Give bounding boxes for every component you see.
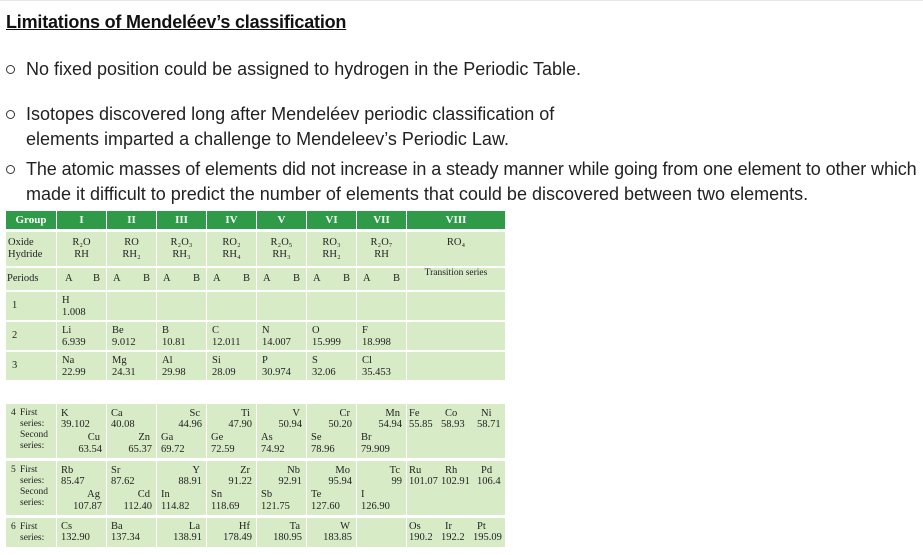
element-symbol: Se (311, 432, 322, 443)
oxide-hydride-cell (107, 232, 156, 266)
bullet-text-cont: elements imparted a challenge to Mendeleev’s Periodic Law. (26, 129, 509, 149)
element-symbol: Cr (339, 408, 350, 419)
atomic-mass: 126.90 (361, 501, 390, 512)
element-symbol: Sb (261, 489, 273, 500)
element-cell (57, 518, 106, 547)
oxide-hydride-cell (407, 232, 505, 266)
element-cell (257, 322, 306, 350)
ab-cell (57, 268, 106, 290)
element-cell (257, 292, 306, 320)
atomic-mass: 58.93 (441, 419, 465, 430)
atomic-mass: 183.85 (323, 532, 352, 543)
element-symbol: P (262, 355, 268, 366)
atomic-mass: 112.40 (123, 501, 152, 512)
sub-b: B (392, 273, 400, 284)
element-cell (357, 518, 406, 547)
element-symbol: Ba (111, 521, 123, 532)
sub-a: A (65, 273, 73, 284)
oxide-formula: RO (124, 237, 139, 248)
bullet-marker (6, 165, 15, 174)
hydride-formula: RH₃ (172, 249, 191, 260)
oxide-formula: R₂O (72, 237, 91, 248)
group-viii-cell (407, 518, 505, 547)
oxide-formula: RO₄ (446, 237, 466, 248)
element-symbol: Sn (211, 489, 223, 500)
group-viii-cell (407, 404, 505, 458)
atomic-mass: 22.99 (62, 367, 86, 378)
atomic-mass: 39.102 (61, 419, 90, 430)
period-number: 4 (11, 408, 16, 418)
transition-series-text: Transition series (424, 268, 488, 278)
sub-b: B (92, 273, 100, 284)
series-label: series: (20, 498, 45, 508)
element-symbol: Ir (445, 521, 452, 532)
atomic-mass: 137.34 (111, 532, 140, 543)
atomic-mass: 195.09 (473, 532, 502, 543)
element-symbol: Os (409, 521, 421, 532)
element-cell (257, 518, 306, 547)
element-cell (357, 322, 406, 350)
element-symbol: Cl (362, 355, 372, 366)
atomic-mass: 35.453 (362, 367, 391, 378)
atomic-mass: 6.939 (62, 337, 86, 348)
element-symbol: I (361, 489, 365, 500)
element-cell (357, 404, 406, 458)
element-symbol: V (292, 408, 300, 419)
hydride-formula: RH₃ (272, 249, 291, 260)
element-symbol: Fe (409, 408, 420, 419)
atomic-mass: 9.012 (112, 337, 136, 348)
atomic-mass: 180.95 (273, 532, 302, 543)
oxide-hydride-cell (357, 232, 406, 266)
periods-label (6, 268, 56, 290)
period-number: 5 (11, 465, 16, 475)
element-cell (107, 404, 156, 458)
element-cell (207, 518, 256, 547)
atomic-mass: 101.07 (409, 476, 438, 487)
oxide-label: Oxide (8, 237, 34, 248)
element-symbol: Mn (385, 408, 400, 419)
element-symbol: S (312, 355, 318, 366)
element-cell (107, 352, 156, 380)
oxide-hydride-label (6, 232, 56, 266)
element-cell (207, 322, 256, 350)
series-label: series: (20, 419, 45, 429)
element-symbol: Ta (289, 521, 300, 532)
element-cell (207, 404, 256, 458)
hydride-formula: RH (374, 249, 389, 260)
element-symbol: B (162, 325, 170, 336)
period-number: 3 (12, 360, 18, 371)
atomic-mass: 107.87 (73, 501, 102, 512)
element-cell (57, 292, 106, 320)
element-symbol: Na (62, 355, 75, 366)
element-cell (257, 352, 306, 380)
element-symbol: Pd (481, 465, 493, 476)
atomic-mass: 99 (391, 476, 402, 487)
atomic-mass: 85.47 (61, 476, 85, 487)
atomic-mass: 47.90 (228, 419, 252, 430)
atomic-mass: 192.2 (441, 532, 465, 543)
bullet-text: Isotopes discovered long after Mendeléev periodic classification of (26, 104, 555, 124)
element-symbol: Mo (335, 465, 350, 476)
atomic-mass: 44.96 (178, 419, 202, 430)
element-cell (307, 322, 356, 350)
atomic-mass: 58.71 (477, 419, 501, 430)
element-cell (157, 404, 206, 458)
element-symbol: Ni (481, 408, 492, 419)
sub-b: B (342, 273, 350, 284)
bullet-text: The atomic masses of elements did not increase in a steady manner while going from one element to other which (26, 159, 917, 179)
element-symbol: H (62, 295, 70, 306)
element-cell (407, 322, 505, 350)
ab-cell (107, 268, 156, 290)
header-group-2: II (107, 211, 156, 229)
atomic-mass: 178.49 (223, 532, 252, 543)
element-cell (407, 352, 505, 380)
atomic-mass: 18.998 (362, 337, 391, 348)
element-symbol: Zr (240, 465, 250, 476)
atomic-mass: 190.2 (409, 532, 433, 543)
sub-a: A (313, 273, 321, 284)
period-number: 2 (12, 330, 18, 341)
atomic-mass: 79.909 (361, 444, 390, 455)
element-cell (357, 352, 406, 380)
element-cell (157, 292, 206, 320)
element-symbol: Cu (87, 432, 100, 443)
atomic-mass: 114.82 (161, 501, 190, 512)
atomic-mass: 72.59 (211, 444, 235, 455)
period-number-cell (6, 292, 56, 320)
element-symbol: Rh (445, 465, 458, 476)
header-group-3: III (157, 211, 206, 229)
element-symbol: Zn (138, 432, 150, 443)
atomic-mass: 55.85 (409, 419, 433, 430)
ab-cell (307, 268, 356, 290)
element-cell (157, 461, 206, 515)
atomic-mass: 78.96 (311, 444, 335, 455)
element-cell (207, 352, 256, 380)
oxide-hydride-cell (257, 232, 306, 266)
element-symbol: La (188, 521, 200, 532)
atomic-mass: 106.4 (477, 476, 501, 487)
series-label: series: (20, 441, 45, 451)
atomic-mass: 121.75 (261, 501, 290, 512)
element-cell (257, 461, 306, 515)
atomic-mass: 1.008 (62, 307, 86, 318)
ab-cell (257, 268, 306, 290)
atomic-mass: 40.08 (111, 419, 135, 430)
atomic-mass: 92.91 (278, 476, 302, 487)
period-number-cell (6, 404, 56, 458)
element-symbol: Ge (211, 432, 224, 443)
second-label: Second (20, 430, 48, 440)
element-cell (157, 518, 206, 547)
atomic-mass: 12.011 (212, 337, 241, 348)
element-cell (207, 292, 256, 320)
element-cell (157, 322, 206, 350)
header-group-label: Group (6, 211, 56, 229)
bullet-text-cont: made it difficult to predict the number of elements that could be discovered between two elements. (26, 184, 809, 204)
element-cell (407, 292, 505, 320)
mendeleev-periodic-table (6, 211, 506, 551)
element-symbol: Be (112, 325, 124, 336)
hydride-formula: RH₂ (122, 249, 141, 260)
period-number-cell (6, 322, 56, 350)
atomic-mass: 132.90 (61, 532, 90, 543)
bullet-text: No fixed position could be assigned to hydrogen in the Periodic Table. (26, 59, 582, 79)
series-label: series: (20, 533, 45, 543)
atomic-mass: 127.60 (311, 501, 340, 512)
oxide-formula: R₂O₃ (170, 237, 193, 248)
element-cell (357, 292, 406, 320)
atomic-mass: 24.31 (112, 367, 136, 378)
element-symbol: Ti (241, 408, 250, 419)
element-symbol: Mg (112, 355, 127, 366)
element-symbol: Cd (137, 489, 150, 500)
element-symbol: Si (212, 355, 221, 366)
sub-a: A (113, 273, 121, 284)
element-symbol: F (362, 325, 368, 336)
element-symbol: N (262, 325, 270, 336)
atomic-mass: 10.81 (162, 337, 186, 348)
element-cell (257, 404, 306, 458)
element-symbol: Cs (61, 521, 73, 532)
element-cell (307, 518, 356, 547)
atomic-mass: 50.94 (278, 419, 302, 430)
sub-b: B (192, 273, 200, 284)
hydride-formula: RH₄ (222, 249, 241, 260)
atomic-mass: 15.999 (312, 337, 341, 348)
element-symbol: Rb (61, 465, 74, 476)
atomic-mass: 102.91 (441, 476, 470, 487)
atomic-mass: 50.20 (328, 419, 352, 430)
element-symbol: Y (192, 465, 200, 476)
element-symbol: Ag (87, 489, 100, 500)
oxide-formula: R₂O₇ (370, 237, 393, 248)
header-group-6: VI (307, 211, 356, 229)
element-cell (107, 292, 156, 320)
element-symbol: Ca (111, 408, 123, 419)
element-cell (57, 322, 106, 350)
element-symbol: In (161, 489, 170, 500)
bullet-marker (6, 65, 15, 74)
first-label: First (20, 465, 38, 475)
element-cell (307, 404, 356, 458)
atomic-mass: 74.92 (261, 444, 285, 455)
first-label: First (20, 522, 38, 532)
atomic-mass: 69.72 (161, 444, 185, 455)
series-label: series: (20, 476, 45, 486)
element-symbol: W (340, 521, 350, 532)
bullet-marker (6, 110, 15, 119)
element-cell (57, 352, 106, 380)
atomic-mass: 88.91 (178, 476, 202, 487)
atomic-mass: 118.69 (211, 501, 240, 512)
element-symbol: K (61, 408, 69, 419)
sub-b: B (142, 273, 150, 284)
header-group-7: VII (357, 211, 406, 229)
group-viii-cell (407, 461, 505, 515)
element-cell (307, 352, 356, 380)
atomic-mass: 63.54 (78, 444, 102, 455)
atomic-mass: 87.62 (111, 476, 135, 487)
sub-b: B (242, 273, 250, 284)
oxide-formula: RO₃ (322, 237, 341, 248)
hydride-label: Hydride (8, 249, 43, 260)
oxide-hydride-cell (57, 232, 106, 266)
element-symbol: Br (361, 432, 372, 443)
ab-cell (207, 268, 256, 290)
sub-a: A (363, 273, 371, 284)
period-number: 1 (12, 300, 18, 311)
atomic-mass: 95.94 (328, 476, 352, 487)
element-cell (107, 518, 156, 547)
element-symbol: Li (62, 325, 72, 336)
header-group-4: IV (207, 211, 256, 229)
atomic-mass: 91.22 (228, 476, 252, 487)
atomic-mass: 29.98 (162, 367, 186, 378)
element-symbol: Tc (389, 465, 400, 476)
element-cell (357, 461, 406, 515)
hydride-formula: RH (74, 249, 89, 260)
atomic-mass: 32.06 (312, 367, 336, 378)
atomic-mass: 54.94 (378, 419, 402, 430)
first-label: First (20, 408, 38, 418)
oxide-hydride-cell (307, 232, 356, 266)
element-symbol: Ru (409, 465, 422, 476)
element-symbol: Sr (111, 465, 121, 476)
header-group-8: VIII (407, 211, 505, 229)
element-symbol: Co (445, 408, 458, 419)
atomic-mass: 30.974 (262, 367, 291, 378)
element-symbol: Sc (189, 408, 200, 419)
element-cell (307, 461, 356, 515)
element-symbol: Nb (287, 465, 300, 476)
transition-series-label (407, 268, 505, 290)
period-number: 6 (11, 522, 16, 532)
atomic-mass: 65.37 (128, 444, 152, 455)
sub-a: A (163, 273, 171, 284)
oxide-formula: R₂O₅ (270, 237, 293, 248)
ab-cell (157, 268, 206, 290)
ab-cell (357, 268, 406, 290)
element-cell (57, 461, 106, 515)
period-number-cell (6, 461, 56, 515)
element-symbol: O (312, 325, 320, 336)
element-symbol: Hf (238, 521, 250, 532)
element-symbol: As (261, 432, 273, 443)
header-group-1: I (57, 211, 106, 229)
element-symbol: Pt (477, 521, 486, 532)
element-symbol: C (212, 325, 220, 336)
periods-text: Periods (7, 273, 39, 284)
oxide-hydride-cell (207, 232, 256, 266)
sub-b: B (292, 273, 300, 284)
period-number-cell (6, 352, 56, 380)
second-label: Second (20, 487, 48, 497)
period-number-cell (6, 518, 56, 547)
element-cell (107, 322, 156, 350)
element-cell (207, 461, 256, 515)
element-symbol: Te (311, 489, 322, 500)
element-cell (307, 292, 356, 320)
atomic-mass: 138.91 (173, 532, 202, 543)
element-cell (157, 352, 206, 380)
oxide-hydride-cell (157, 232, 206, 266)
element-cell (107, 461, 156, 515)
atomic-mass: 14.007 (262, 337, 291, 348)
element-symbol: Ga (161, 432, 174, 443)
oxide-formula: RO₂ (222, 237, 241, 248)
element-cell (57, 404, 106, 458)
header-group-5: V (257, 211, 306, 229)
hydride-formula: RH₂ (322, 249, 341, 260)
sub-a: A (213, 273, 221, 284)
section-heading: Limitations of Mendeléev’s classification (6, 12, 347, 32)
element-symbol: Al (162, 355, 173, 366)
atomic-mass: 28.09 (212, 367, 236, 378)
sub-a: A (263, 273, 271, 284)
top-divider (0, 0, 923, 1)
